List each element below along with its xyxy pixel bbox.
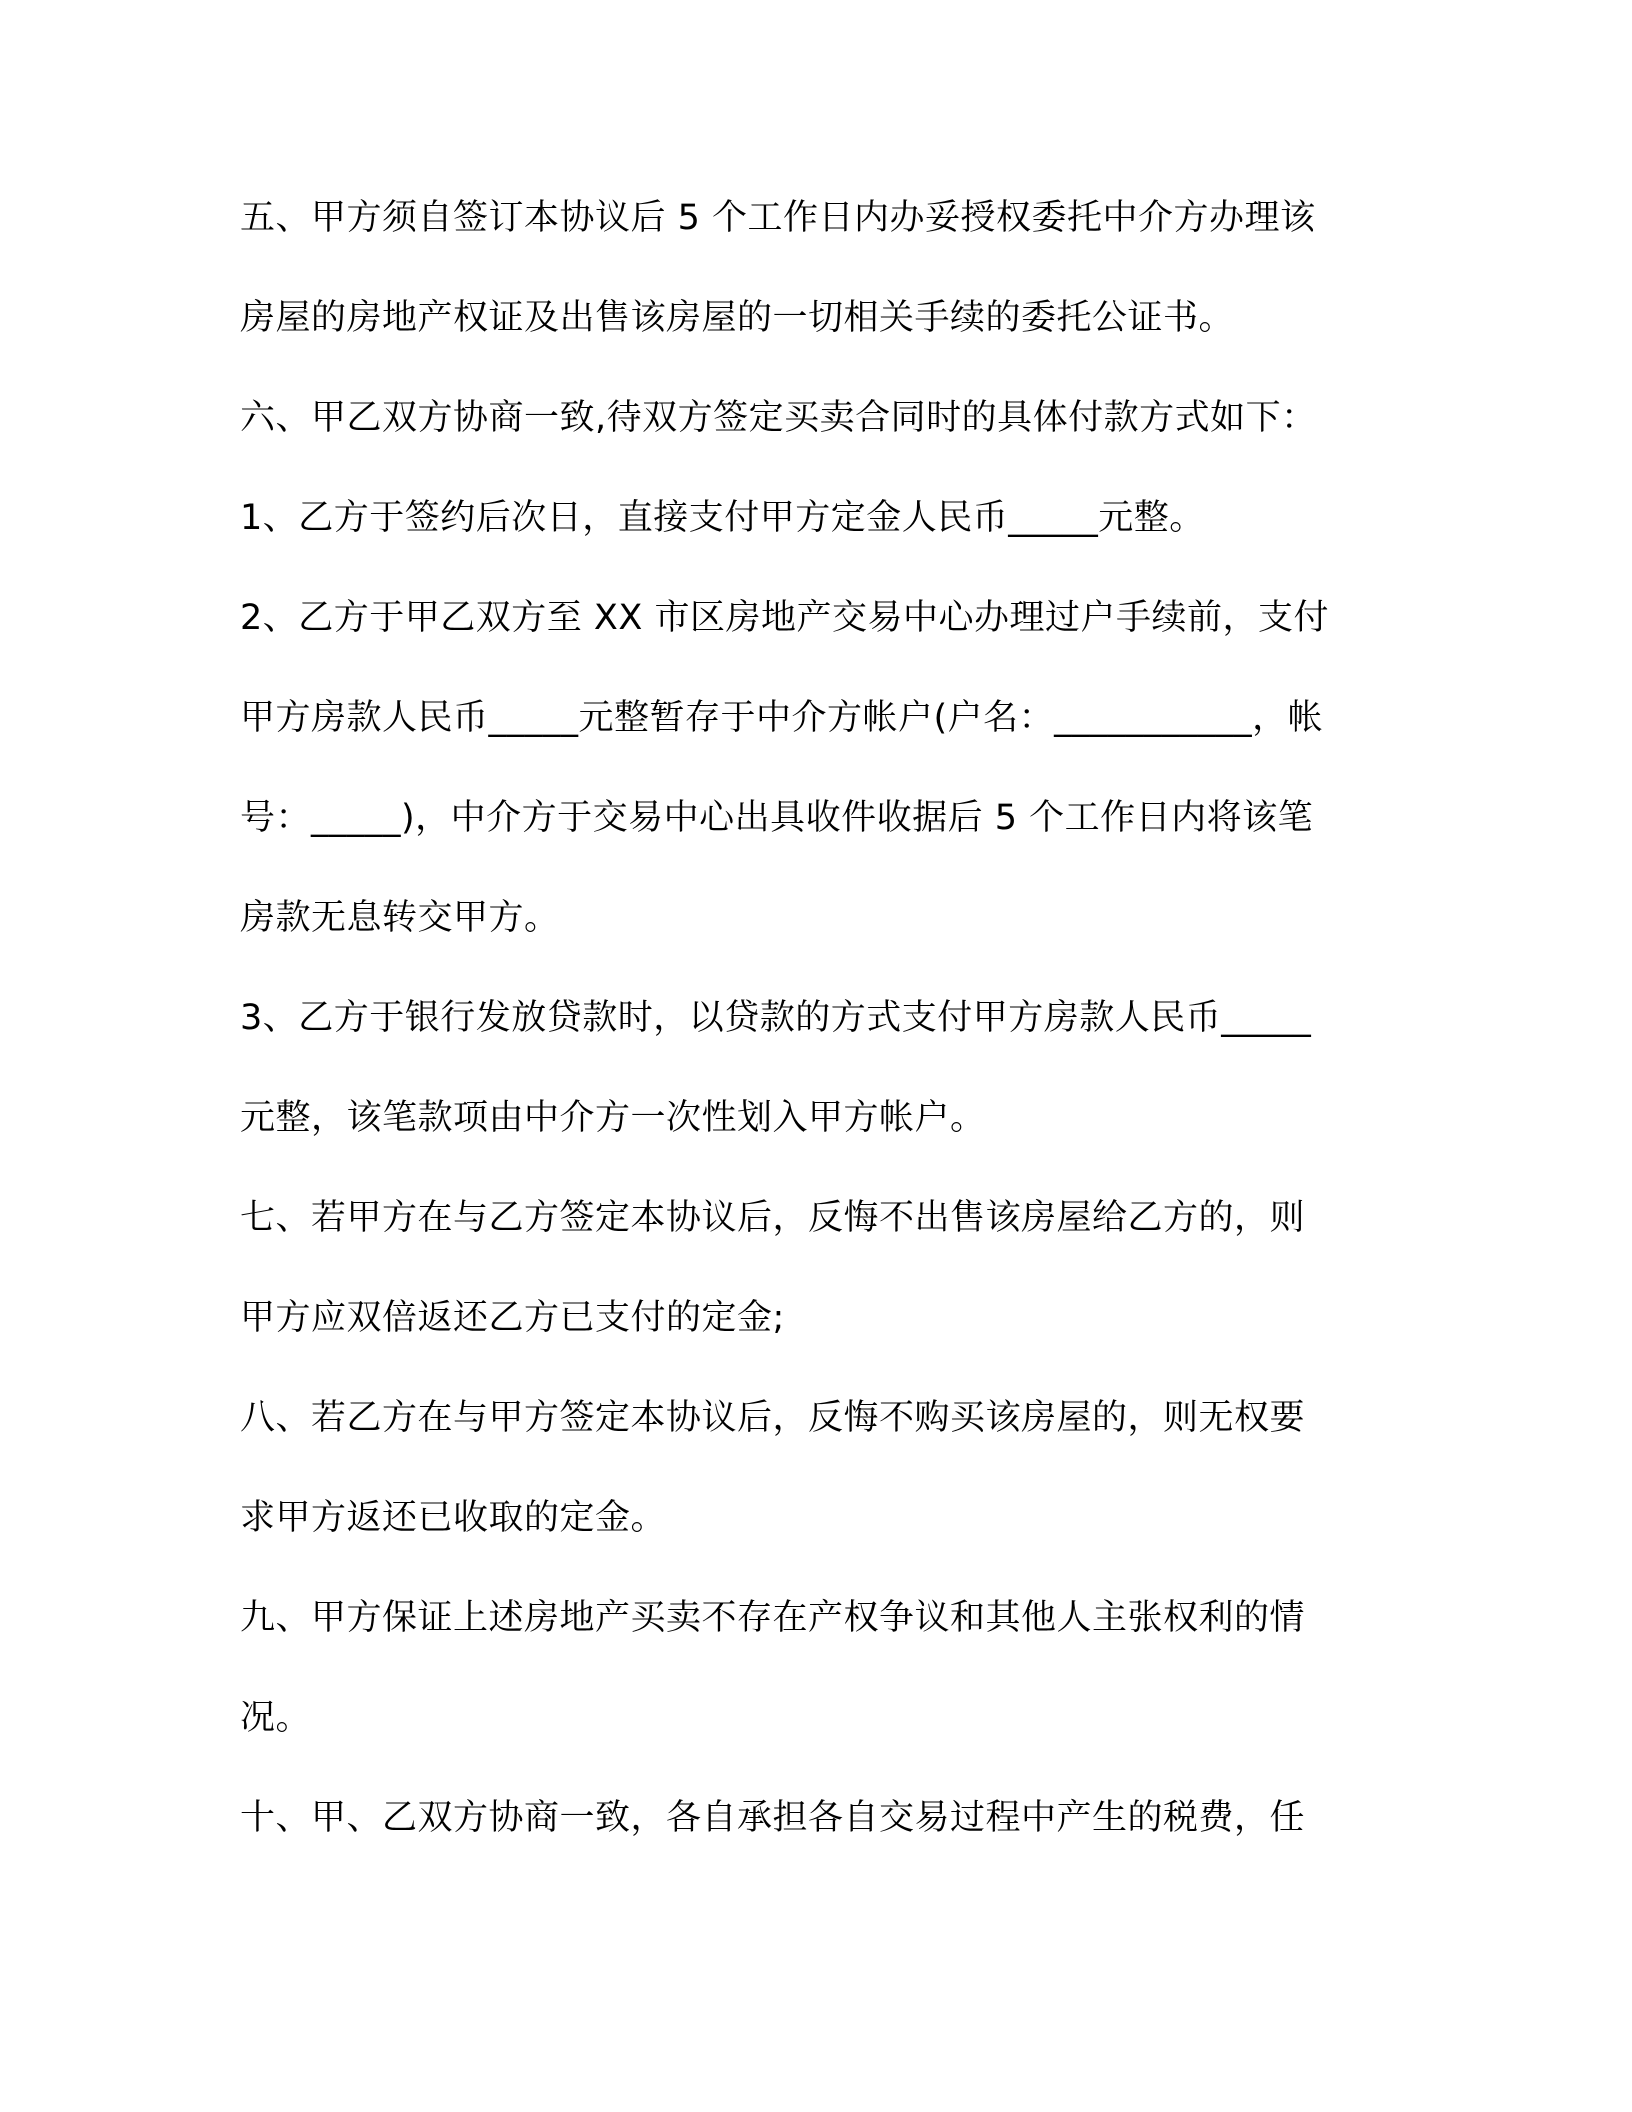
text-line: 甲方房款人民币_____元整暂存于中介方帐户(户名：___________，帐 [240, 698, 1324, 738]
text-line: 况。 [240, 1698, 312, 1738]
text-line: 六、甲乙双方协商一致,待双方签定买卖合同时的具体付款方式如下： [240, 398, 1317, 438]
text-line: 房款无息转交甲方。 [240, 898, 560, 938]
text-line: 九、甲方保证上述房地产买卖不存在产权争议和其他人主张权利的情 [240, 1598, 1306, 1638]
text-line: 房屋的房地产权证及出售该房屋的一切相关手续的委托公证书。 [240, 298, 1235, 338]
text-line: 2、乙方于甲乙双方至 XX 市区房地产交易中心办理过户手续前，支付 [240, 598, 1329, 638]
text-line: 元整，该笔款项由中介方一次性划入甲方帐户。 [240, 1098, 986, 1138]
text-line: 3、乙方于银行发放贷款时，以贷款的方式支付甲方房款人民币_____ [240, 998, 1312, 1038]
text-line: 七、若甲方在与乙方签定本协议后，反悔不出售该房屋给乙方的，则 [240, 1198, 1306, 1238]
text-line: 1、乙方于签约后次日，直接支付甲方定金人民币_____元整。 [240, 498, 1205, 538]
text-line: 八、若乙方在与甲方签定本协议后，反悔不购买该房屋的，则无权要 [240, 1398, 1306, 1438]
text-line: 五、甲方须自签订本协议后 5 个工作日内办妥授权委托中介方办理该 [240, 198, 1316, 238]
text-line: 求甲方返还已收取的定金。 [240, 1498, 667, 1538]
text-line: 号：_____)，中介方于交易中心出具收件收据后 5 个工作日内将该笔 [240, 798, 1314, 838]
text-line: 甲方应双倍返还乙方已支付的定金; [240, 1298, 785, 1338]
text-line: 十、甲、乙双方协商一致，各自承担各自交易过程中产生的税费，任 [240, 1798, 1306, 1838]
